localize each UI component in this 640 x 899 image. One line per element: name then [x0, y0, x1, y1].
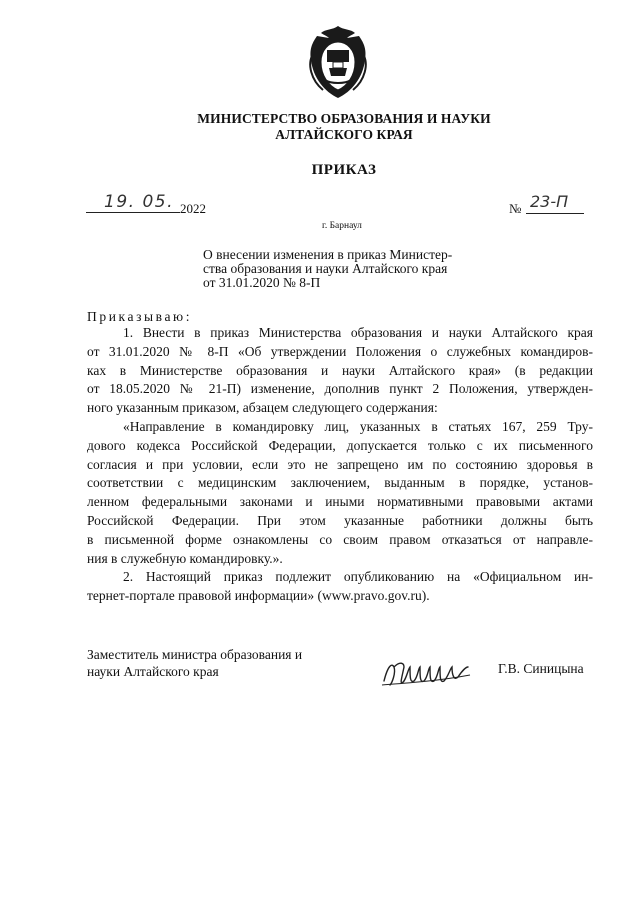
body-line: ного указанным приказом, абзацем следующего содержания: [87, 400, 438, 416]
body-line: ках в Министерстве образования и науки Алтайского края» (в редакции [87, 362, 593, 378]
body-line: «Направление в командировку лиц, указанных в статьях 167, 259 Тру- [123, 418, 593, 434]
signature-icon [378, 655, 474, 689]
signer-position-line-1: Заместитель министра образования и [87, 647, 303, 662]
order-subject [203, 248, 493, 290]
handwritten-number: 23-П [530, 192, 569, 211]
subject-line-1: О внесении изменения в приказ Министер- [203, 247, 453, 262]
body-line: 1. Внести в приказ Министерства образования и науки Алтайского края [123, 325, 593, 340]
body-line: 2. Настоящий приказ подлежит опубликованию на «Официальном ин- [123, 569, 593, 585]
number-underline [526, 213, 584, 214]
subject-line-2: ства образования и науки Алтайского края [203, 261, 448, 276]
ministry-line-1: МИНИСТЕРСТВО ОБРАЗОВАНИЯ И НАУКИ [197, 111, 491, 126]
body-line: от 31.01.2020 № 8-П «Об утверждении Положения о служебных командиров- [87, 343, 593, 359]
coat-of-arms-icon [303, 24, 373, 100]
body-line: согласия и при условии, если это не запрещено им по состоянию здоровья в [87, 456, 593, 472]
signer-name: Г.В. Синицына [498, 661, 584, 676]
city: г. Барнаул [322, 221, 362, 231]
body-line: дового кодекса Российской Федерации, допускается только с их письменного [87, 437, 593, 453]
number-sign: № [509, 201, 522, 216]
body-line: соответствии с медицинским заключением, выданным в порядке, установ- [87, 475, 593, 491]
body-line: в письменной форме ознакомлены со своим правом отказаться от направле- [87, 531, 593, 547]
signer-position-line-2: науки Алтайского края [87, 664, 219, 679]
ministry-name [160, 111, 528, 143]
date-underline [86, 212, 180, 213]
body-line: от 18.05.2020 № 21-П) изменение, дополнив пункт 2 Положения, утвержден- [87, 381, 593, 397]
body-line: ленном федеральными законами и иными нормативными правовыми актами [87, 494, 593, 510]
body-line: ния в служебную командировку.». [87, 550, 283, 566]
order-body [87, 324, 593, 606]
signer-position [87, 646, 302, 680]
handwritten-date: 19. 05. [104, 192, 174, 212]
date-year: 2022 [180, 201, 206, 216]
document-type-title: ПРИКАЗ [311, 162, 377, 178]
body-line: Российской Федерации. При этом указанные работники должны быть [87, 512, 593, 528]
body-line: тернет-портале правовой информации» (www.pravo.gov.ru). [87, 588, 430, 604]
ministry-line-2: АЛТАЙСКОГО КРАЯ [275, 127, 413, 142]
order-heading: Приказываю: [87, 309, 193, 324]
subject-line-3: от 31.01.2020 № 8-П [203, 275, 321, 290]
